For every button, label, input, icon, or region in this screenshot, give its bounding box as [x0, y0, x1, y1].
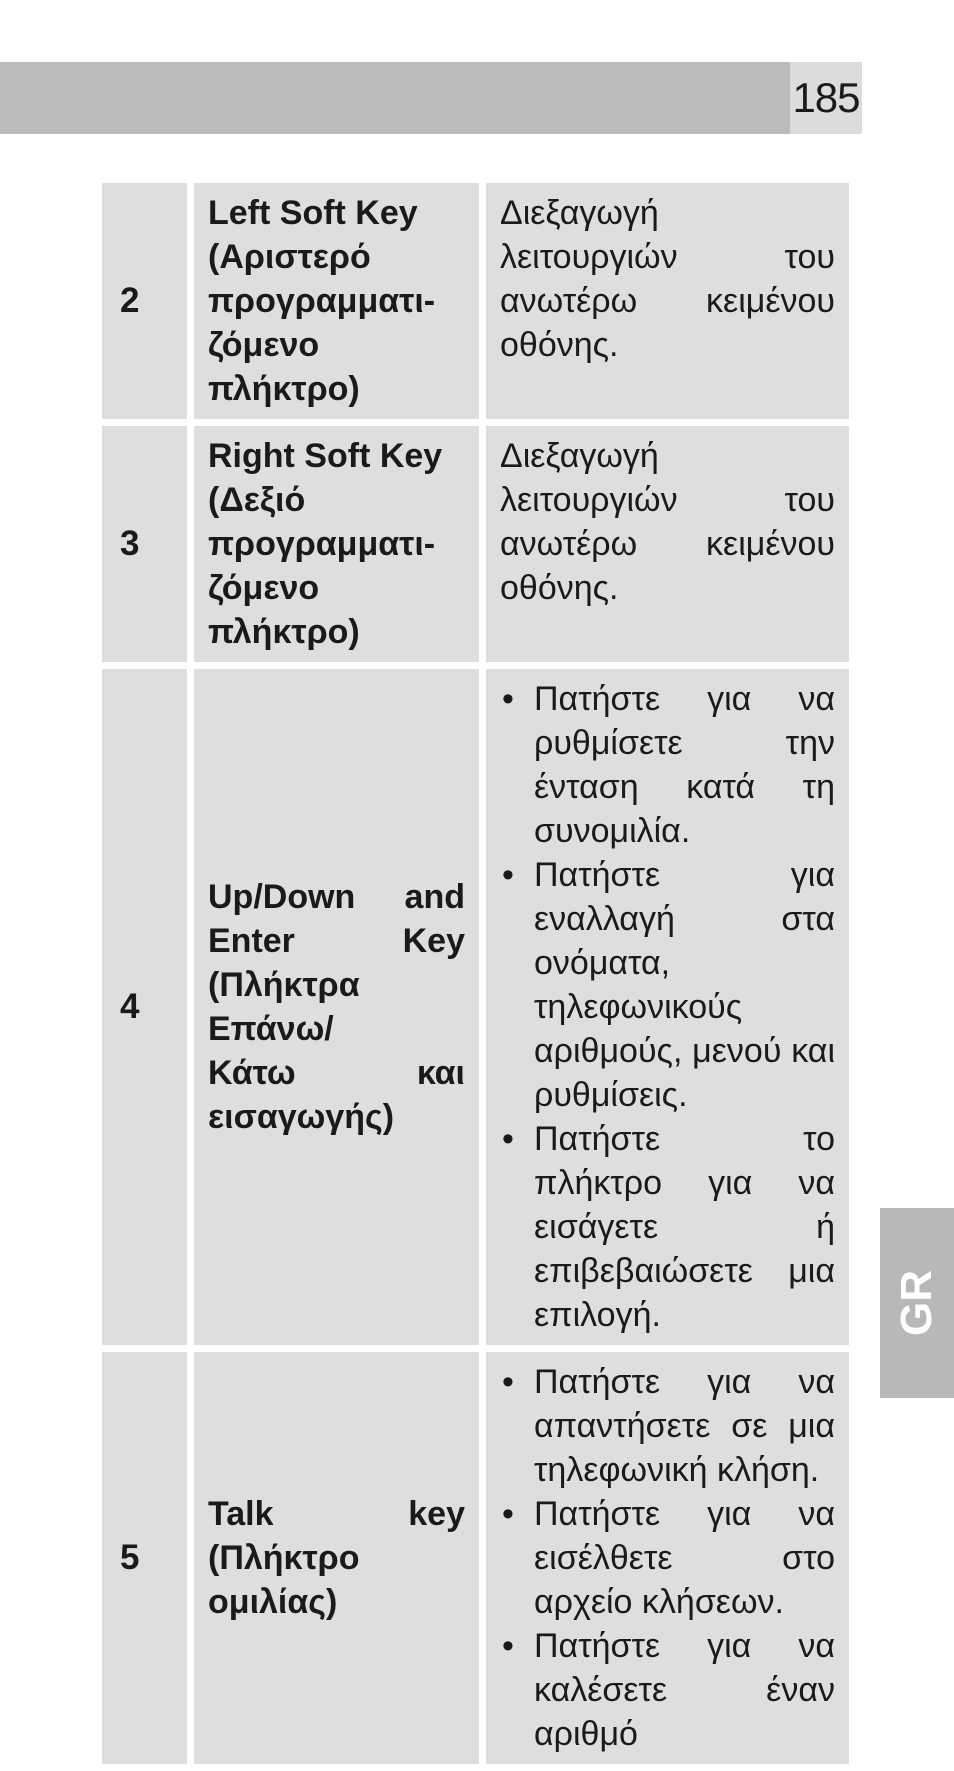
key-name-line: Enter Key — [208, 922, 465, 960]
description-cell — [486, 1352, 849, 1764]
bullet-icon: • — [502, 1627, 514, 1665]
list-item — [500, 677, 835, 853]
key-name-cell — [194, 183, 479, 419]
key-name-line: Talk key — [208, 1495, 465, 1533]
key-name-line: ζόμενο — [208, 326, 320, 364]
table-row — [102, 1352, 849, 1764]
bullet-icon: • — [502, 1120, 514, 1158]
list-item — [500, 1360, 835, 1492]
key-name-cell — [194, 669, 479, 1345]
table-row — [102, 426, 849, 662]
list-item-text: Πατήστε για να απαντήσετε σε μια τηλεφωνική κλήση. — [534, 1363, 835, 1489]
language-tab — [880, 1208, 954, 1398]
list-item-text: Πατήστε για να καλέσετε έναν αριθμό — [534, 1627, 835, 1753]
list-item — [500, 1624, 835, 1756]
key-name-line: πλήκτρο) — [208, 370, 360, 408]
row-number: 2 — [102, 183, 187, 419]
row-number: 5 — [102, 1352, 187, 1764]
key-name-line: προγραμματι- — [208, 282, 436, 320]
description-cell — [486, 426, 849, 662]
description-list — [500, 677, 835, 1337]
key-name-line: Επάνω/ — [208, 1010, 334, 1048]
key-name-line: (Πλήκτρο — [208, 1539, 360, 1577]
bullet-icon: • — [502, 1495, 514, 1533]
key-name-line: ομιλίας) — [208, 1583, 338, 1621]
list-item-text: Πατήστε το πλήκτρο για να εισάγετε ή επιβεβαιώσετε μια επιλογή. — [534, 1120, 835, 1334]
key-function-table — [95, 176, 856, 1771]
list-item-text: Πατήστε για να ρυθμίσετε την ένταση κατά τη συνομιλία. — [534, 680, 835, 850]
key-name-line: Left Soft Key — [208, 194, 418, 232]
key-name-line: (Δεξιό — [208, 481, 306, 519]
description-text: Διεξαγωγή λειτουργιών του ανωτέρω κειμένου οθόνης. — [500, 437, 835, 607]
bullet-icon: • — [502, 680, 514, 718]
page-number-box — [790, 62, 862, 134]
key-name-line: Up/Down and — [208, 878, 465, 916]
list-item — [500, 1117, 835, 1337]
key-name-line: Right Soft Key — [208, 437, 443, 475]
key-name-line: (Αριστερό — [208, 238, 371, 276]
key-name-line: πλήκτρο) — [208, 613, 360, 651]
table-row — [102, 669, 849, 1345]
description-list — [500, 1360, 835, 1756]
key-name-line: (Πλήκτρα — [208, 966, 360, 1004]
description-text: Διεξαγωγή λειτουργιών του ανωτέρω κειμένου οθόνης. — [500, 194, 835, 364]
key-name-cell — [194, 426, 479, 662]
key-name-line: προγραμματι- — [208, 525, 436, 563]
list-item — [500, 853, 835, 1117]
row-number: 3 — [102, 426, 187, 662]
language-tab-label: GR — [892, 1270, 941, 1336]
list-item-text: Πατήστε για να εισέλθετε στο αρχείο κλήσεων. — [534, 1495, 835, 1621]
list-item — [500, 1492, 835, 1624]
table-row — [102, 183, 849, 419]
bullet-icon: • — [502, 1363, 514, 1401]
list-item-text: Πατήστε για εναλλαγή στα ονόματα, τηλεφωνικούς αριθμούς, μενού και ρυθμίσεις. — [534, 856, 835, 1114]
key-name-line: ζόμενο — [208, 569, 320, 607]
header-bar — [0, 62, 790, 134]
description-cell — [486, 183, 849, 419]
key-name-cell — [194, 1352, 479, 1764]
key-name-line: εισαγωγής) — [208, 1098, 395, 1136]
row-number: 4 — [102, 669, 187, 1345]
description-cell — [486, 669, 849, 1345]
key-name-line: Κάτω και — [208, 1054, 465, 1092]
bullet-icon: • — [502, 856, 514, 894]
page-number: 185 — [792, 74, 860, 121]
